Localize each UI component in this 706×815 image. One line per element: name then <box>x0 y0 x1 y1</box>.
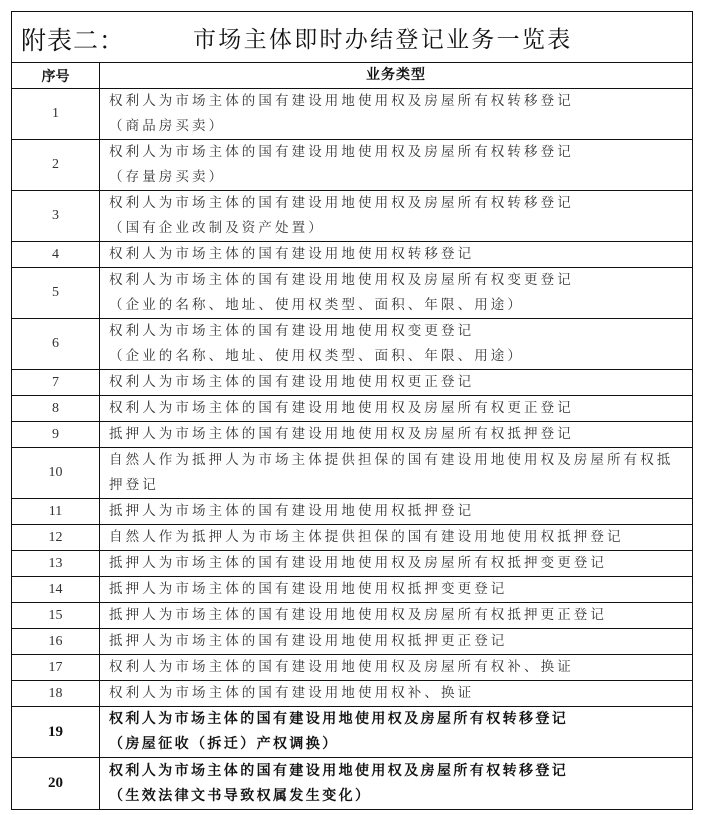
row-serial-number: 2 <box>12 140 100 190</box>
table-row <box>12 577 692 603</box>
business-type-table <box>11 11 693 810</box>
business-type-line: （房屋征收（拆迁）产权调换） <box>109 736 339 752</box>
row-business-type <box>100 525 692 550</box>
table-row <box>12 242 692 268</box>
business-type-line: （商品房买卖） <box>109 118 226 134</box>
business-type-line: （存量房买卖） <box>109 169 226 185</box>
business-type-line: 权利人为市场主体的国有建设用地使用权变更登记 <box>109 323 475 339</box>
appendix-label: 附表二： <box>21 26 126 55</box>
row-business-type <box>100 89 692 139</box>
business-type-line: 权利人为市场主体的国有建设用地使用权更正登记 <box>109 374 475 390</box>
table-body <box>12 89 692 809</box>
business-type-line: 权利人为市场主体的国有建设用地使用权及房屋所有权转移登记 <box>109 711 569 727</box>
table-row <box>12 448 692 499</box>
table-row <box>12 422 692 448</box>
table-row <box>12 525 692 551</box>
row-serial-number: 18 <box>12 681 100 706</box>
row-serial-number: 9 <box>12 422 100 447</box>
business-type-line: 自然人作为抵押人为市场主体提供担保的国有建设用地使用权及房屋所有权抵 <box>109 452 674 468</box>
row-serial-number: 8 <box>12 396 100 421</box>
table-row <box>12 603 692 629</box>
row-business-type <box>100 268 692 318</box>
row-serial-number: 16 <box>12 629 100 654</box>
business-type-line: 权利人为市场主体的国有建设用地使用权转移登记 <box>109 246 475 262</box>
table-row <box>12 499 692 525</box>
business-type-line: 自然人作为抵押人为市场主体提供担保的国有建设用地使用权抵押登记 <box>109 529 624 545</box>
row-serial-number: 5 <box>12 268 100 318</box>
business-type-line: 抵押人为市场主体的国有建设用地使用权抵押登记 <box>109 503 475 519</box>
row-serial-number: 20 <box>12 758 100 809</box>
row-serial-number: 12 <box>12 525 100 550</box>
table-row <box>12 89 692 140</box>
business-type-line: 权利人为市场主体的国有建设用地使用权及房屋所有权变更登记 <box>109 272 574 288</box>
row-serial-number: 3 <box>12 191 100 241</box>
table-title: 市场主体即时办结登记业务一览表 <box>193 27 573 53</box>
business-type-line: 权利人为市场主体的国有建设用地使用权补、换证 <box>109 685 475 701</box>
table-header-row <box>12 63 692 89</box>
table-row <box>12 629 692 655</box>
table-row <box>12 140 692 191</box>
row-business-type <box>100 370 692 395</box>
business-type-line: 权利人为市场主体的国有建设用地使用权及房屋所有权转移登记 <box>109 144 574 160</box>
row-serial-number: 14 <box>12 577 100 602</box>
row-serial-number: 6 <box>12 319 100 369</box>
table-row <box>12 396 692 422</box>
row-business-type <box>100 707 692 757</box>
table-row <box>12 655 692 681</box>
business-type-line: 权利人为市场主体的国有建设用地使用权及房屋所有权转移登记 <box>109 93 574 109</box>
header-business-type: 业务类型 <box>366 67 426 83</box>
row-business-type <box>100 603 692 628</box>
business-type-line: 抵押人为市场主体的国有建设用地使用权及房屋所有权抵押登记 <box>109 426 574 442</box>
row-serial-number: 4 <box>12 242 100 267</box>
row-business-type <box>100 551 692 576</box>
row-business-type <box>100 655 692 680</box>
business-type-line: 抵押人为市场主体的国有建设用地使用权抵押更正登记 <box>109 633 508 649</box>
row-business-type <box>100 681 692 706</box>
business-type-line: 权利人为市场主体的国有建设用地使用权及房屋所有权更正登记 <box>109 400 574 416</box>
row-serial-number: 10 <box>12 448 100 498</box>
business-type-line: 抵押人为市场主体的国有建设用地使用权及房屋所有权抵押更正登记 <box>109 607 607 623</box>
business-type-line: （企业的名称、地址、使用权类型、面积、年限、用途） <box>109 297 524 313</box>
row-serial-number: 19 <box>12 707 100 757</box>
row-serial-number: 7 <box>12 370 100 395</box>
business-type-line: 抵押人为市场主体的国有建设用地使用权抵押变更登记 <box>109 581 508 597</box>
row-serial-number: 15 <box>12 603 100 628</box>
row-serial-number: 13 <box>12 551 100 576</box>
business-type-line: 权利人为市场主体的国有建设用地使用权及房屋所有权转移登记 <box>109 762 569 779</box>
row-business-type <box>100 499 692 524</box>
row-business-type <box>100 191 692 241</box>
business-type-line: 抵押人为市场主体的国有建设用地使用权及房屋所有权抵押变更登记 <box>109 555 607 571</box>
table-row <box>12 758 692 809</box>
business-type-line: （国有企业改制及资产处置） <box>109 220 325 236</box>
business-type-line: 权利人为市场主体的国有建设用地使用权及房屋所有权补、换证 <box>109 659 574 675</box>
business-type-line: 权利人为市场主体的国有建设用地使用权及房屋所有权转移登记 <box>109 195 574 211</box>
table-title-row <box>12 12 692 63</box>
business-type-line: （生效法律文书导致权属发生变化） <box>109 787 372 804</box>
row-business-type <box>100 140 692 190</box>
row-business-type <box>100 242 692 267</box>
business-type-line: （企业的名称、地址、使用权类型、面积、年限、用途） <box>109 348 524 364</box>
table-row <box>12 370 692 396</box>
table-row <box>12 551 692 577</box>
header-serial-number: 序号 <box>12 63 100 88</box>
row-serial-number: 11 <box>12 499 100 524</box>
table-row <box>12 191 692 242</box>
table-row <box>12 707 692 758</box>
row-business-type <box>100 629 692 654</box>
row-business-type <box>100 448 692 498</box>
row-business-type <box>100 319 692 369</box>
table-row <box>12 681 692 707</box>
row-business-type <box>100 758 692 809</box>
row-business-type <box>100 422 692 447</box>
business-type-line: 押登记 <box>109 477 159 493</box>
table-row <box>12 319 692 370</box>
row-serial-number: 1 <box>12 89 100 139</box>
row-serial-number: 17 <box>12 655 100 680</box>
row-business-type <box>100 396 692 421</box>
table-row <box>12 268 692 319</box>
row-business-type <box>100 577 692 602</box>
